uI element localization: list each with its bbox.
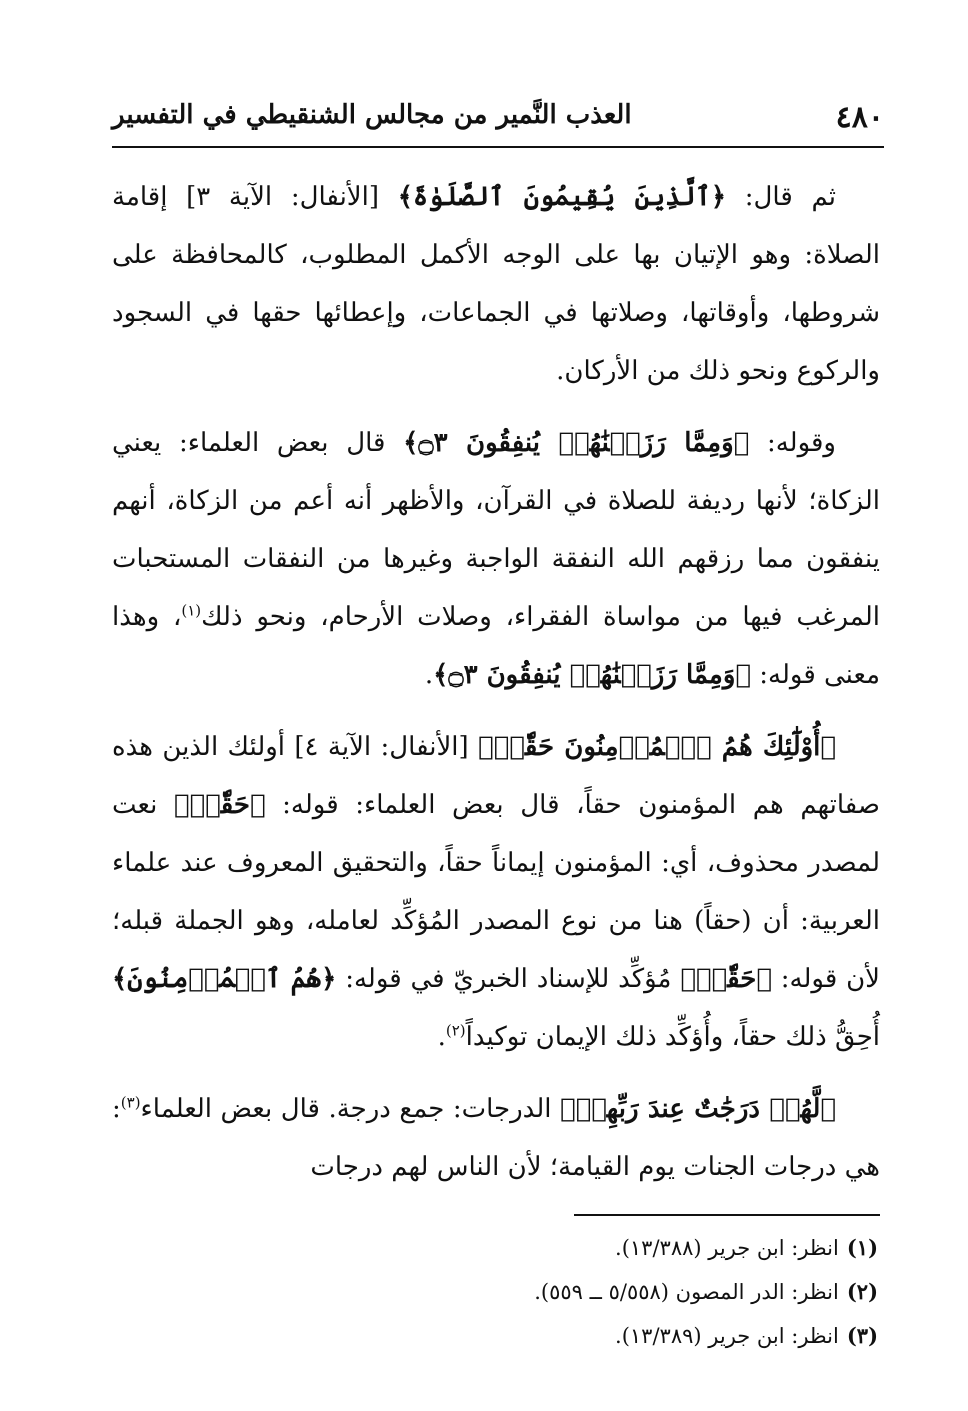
footnote-text: انظر: ابن جرير (١٣/٣٨٩). xyxy=(615,1324,839,1348)
footnote-number: (٢) xyxy=(846,1279,878,1304)
paragraph-4 xyxy=(112,1080,880,1196)
text-run: ثم قال: xyxy=(726,182,836,212)
running-title: العذب النَّمير من مجالس الشنقيطي في التفسير xyxy=(112,100,632,130)
page-number: ٤٨٠ xyxy=(835,100,884,135)
quran-verse: ﴿وَمِمَّا رَزَقۡنَٰهُمۡ يُنفِقُونَ ۝٣﴾ xyxy=(433,660,751,690)
text-run: الدرجات: جمع درجة. قال بعض العلماء xyxy=(140,1094,560,1124)
text-run: : هي درجات الجنات يوم القيامة؛ لأن الناس لهم درجات xyxy=(112,1094,880,1182)
quran-verse: ﴿أُوْلَٰٓئِكَ هُمُ ٱلۡمُؤۡمِنُونَ حَقّٗاۚ﴾ xyxy=(478,732,836,762)
footnote-ref: (١) xyxy=(181,601,202,620)
text-run: [الأنفال: الآية ٣] إقامة الصلاة: وهو الإتيان بها على الوجه الأكمل المطلوب، كالمحافظة على شروطها، وأوقاتها، وصلاتها في الجماعات، وإعطائها حقها في السجود والركوع ونحو ذلك من الأركان. xyxy=(112,182,880,386)
text-run: نعت لمصدر محذوف، أي: المؤمنون إيماناً حقاً، والتحقيق المعروف عند علماء العربية: أن (حقاً) هنا من نوع المصدر المُؤكِّد لعامله، وهو الجملة قبله؛ لأن قوله: xyxy=(112,790,881,994)
paragraph-3 xyxy=(112,718,880,1066)
footnote-ref: (٣) xyxy=(120,1093,141,1112)
text-run: ، وهذا معنى قوله: xyxy=(112,602,880,690)
text-run: . xyxy=(437,1022,446,1052)
footnote-divider xyxy=(574,1214,880,1216)
footnotes xyxy=(112,1226,878,1358)
quran-verse: ﴿حَقّٗاۚ﴾ xyxy=(173,790,266,820)
footnote-item xyxy=(112,1226,878,1270)
quran-verse: ﴿وَمِمَّا رَزَقۡنَٰهُمۡ يُنفِقُونَ ۝٣﴾ xyxy=(403,428,750,458)
text-run: أُحِقُّ ذلك حقاً، وأُؤكِّد ذلك الإيمان توكيداً xyxy=(465,1022,880,1052)
footnote-number: (٣) xyxy=(846,1323,878,1348)
text-run: مُؤكِّد للإسناد الخبريّ في قوله: xyxy=(336,964,681,994)
footnote-ref: (٢) xyxy=(445,1021,466,1040)
footnote-item xyxy=(112,1270,878,1314)
quran-verse: ﴿هُمُ ٱلۡمُؤۡمِنُونَ﴾ xyxy=(112,964,337,994)
footnote-text: انظر: ابن جرير (١٣/٣٨٨). xyxy=(615,1236,839,1260)
quran-verse: ﴿حَقّٗاۚ﴾ xyxy=(680,964,772,994)
text-run: قال بعض العلماء: يعني الزكاة؛ لأنها رديفة للصلاة في القرآن، والأظهر أنه أعم من الزكاة، أنهم ينفقون مما رزقهم الله النفقة الواجبة وغيرها من النفقات المستحبات المرغب فيها من مواساة الفقراء، وصلات الأرحام، ونحو ذلك xyxy=(112,428,880,632)
paragraph-2 xyxy=(112,414,880,704)
page-body xyxy=(112,168,880,1210)
page-header xyxy=(112,92,884,142)
footnote-text: انظر: الدر المصون (٥/٥٥٨ ــ ٥٥٩). xyxy=(534,1280,839,1304)
quran-verse: ﴿لَّهُمۡ دَرَجَٰتٌ عِندَ رَبِّهِمۡ﴾ xyxy=(560,1094,836,1124)
text-run: [الأنفال: الآية ٤] أولئك الذين هذه صفاتهم هم المؤمنون حقاً، قال بعض العلماء: قوله: xyxy=(112,732,880,820)
footnote-number: (١) xyxy=(846,1235,878,1260)
footnote-item xyxy=(112,1314,878,1358)
text-run: وقوله: xyxy=(749,428,836,458)
paragraph-1 xyxy=(112,168,880,400)
text-run: . xyxy=(424,660,434,690)
quran-verse: ﴿ٱلَّذِينَ يُقِيمُونَ ٱلصَّلَوٰةَ﴾ xyxy=(397,182,727,212)
header-divider xyxy=(112,146,884,148)
